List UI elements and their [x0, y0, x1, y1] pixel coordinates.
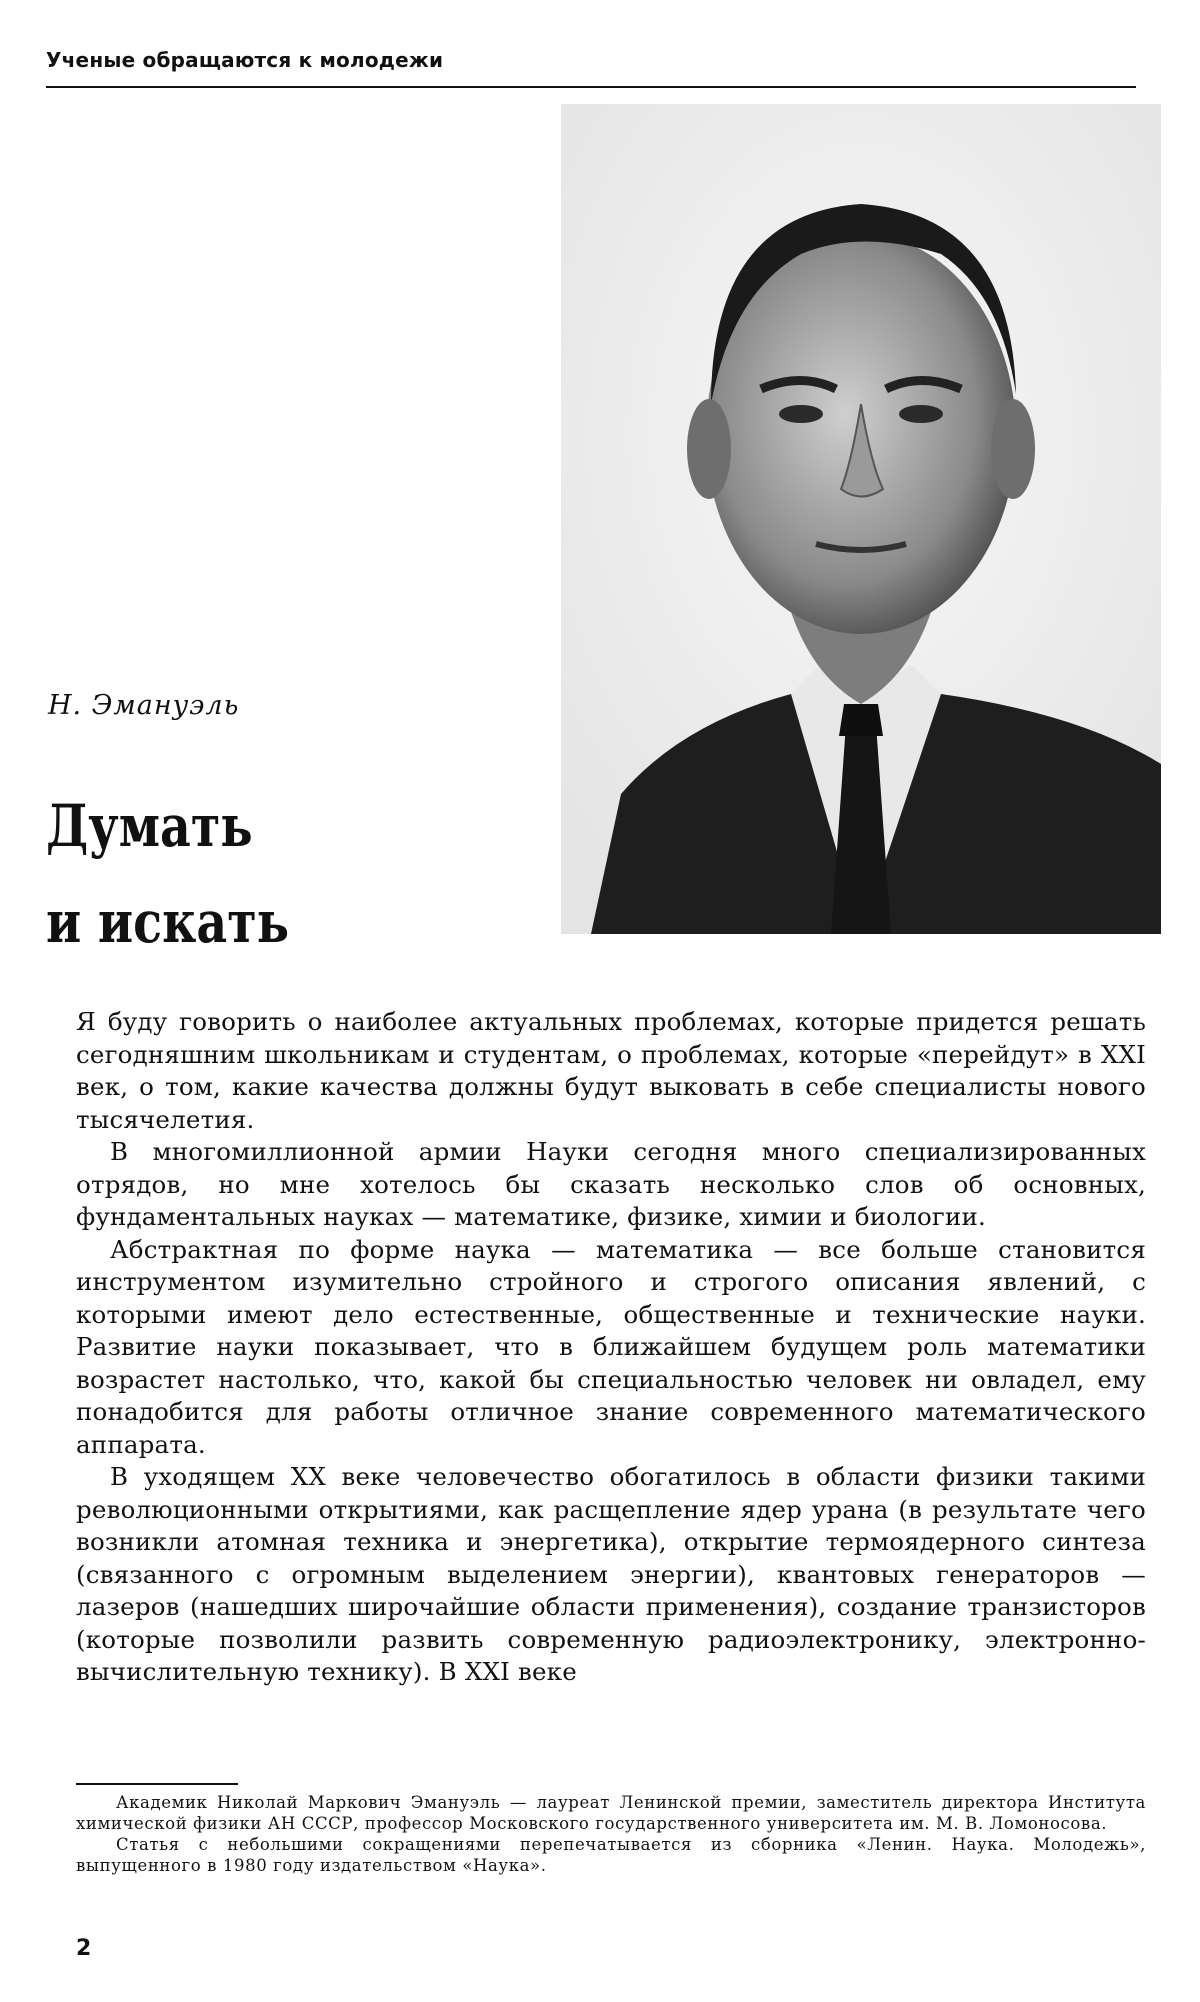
- footnotes: [76, 1792, 1146, 1876]
- article-body: [76, 1006, 1146, 1689]
- footnote-rule: [76, 1783, 238, 1785]
- footnote-bio: Академик Николай Маркович Эмануэль — лауреат Ленинской премии, заместитель директора Института химической физики АН СССР, профессор Московского государственного университета им. М. В. Ломоносова.: [76, 1793, 1146, 1833]
- footnote-source: Статья с небольшими сокращениями перепечатывается из сборника «Ленин. Наука. Молодежь», выпущенного в 1980 году издательством «Наука».: [76, 1835, 1146, 1875]
- paragraph: В уходящем XX веке человечество обогатилось в области физики такими революционными открытиями, как расщепление ядер урана (в результате чего возникли атомная техника и энергетика), открытие термоядерного синтеза (связанного с огромным выделением энергии), квантовых генераторов — лазеров (нашедших широчайшие области применения), создание транзисторов (которые позволили развить современную радиоэлектронику, электронно-вычислительную технику). В XXI веке: [76, 1462, 1146, 1686]
- paragraph: В многомиллионной армии Науки сегодня много специализированных отрядов, но мне хотелось бы сказать несколько слов об основных, фундаментальных науках — математике, физике, химии и биологии.: [76, 1137, 1146, 1231]
- author-portrait: [561, 104, 1161, 934]
- title-line-1: Думать: [46, 792, 253, 860]
- author-name: Н. Эмануэль: [48, 690, 240, 721]
- section-label: Ученые обращаются к молодежи: [46, 48, 444, 72]
- paragraph: Абстрактная по форме наука — математика — все больше становится инструментом изумительно стройного и строгого описания явлений, с которыми имеют дело естественные, общественные и технические науки. Развитие науки показывает, что в ближайшем будущем роль математики возрастет настолько, что, какой бы специальностью человек ни овладел, ему понадобится для работы отличное знание современного математического аппарата.: [76, 1234, 1146, 1459]
- paragraph: Я буду говорить о наиболее актуальных проблемах, которые придется решать сегодняшним школьникам и студентам, о проблемах, которые «перейдут» в XXI век, о том, какие качества должны будут выковать в себе специалисты нового тысячелетия.: [76, 1007, 1146, 1134]
- title-line-2: и искать: [46, 888, 289, 956]
- article-title: [46, 778, 289, 970]
- header-rule: [46, 86, 1136, 88]
- page-number: 2: [76, 1936, 92, 1961]
